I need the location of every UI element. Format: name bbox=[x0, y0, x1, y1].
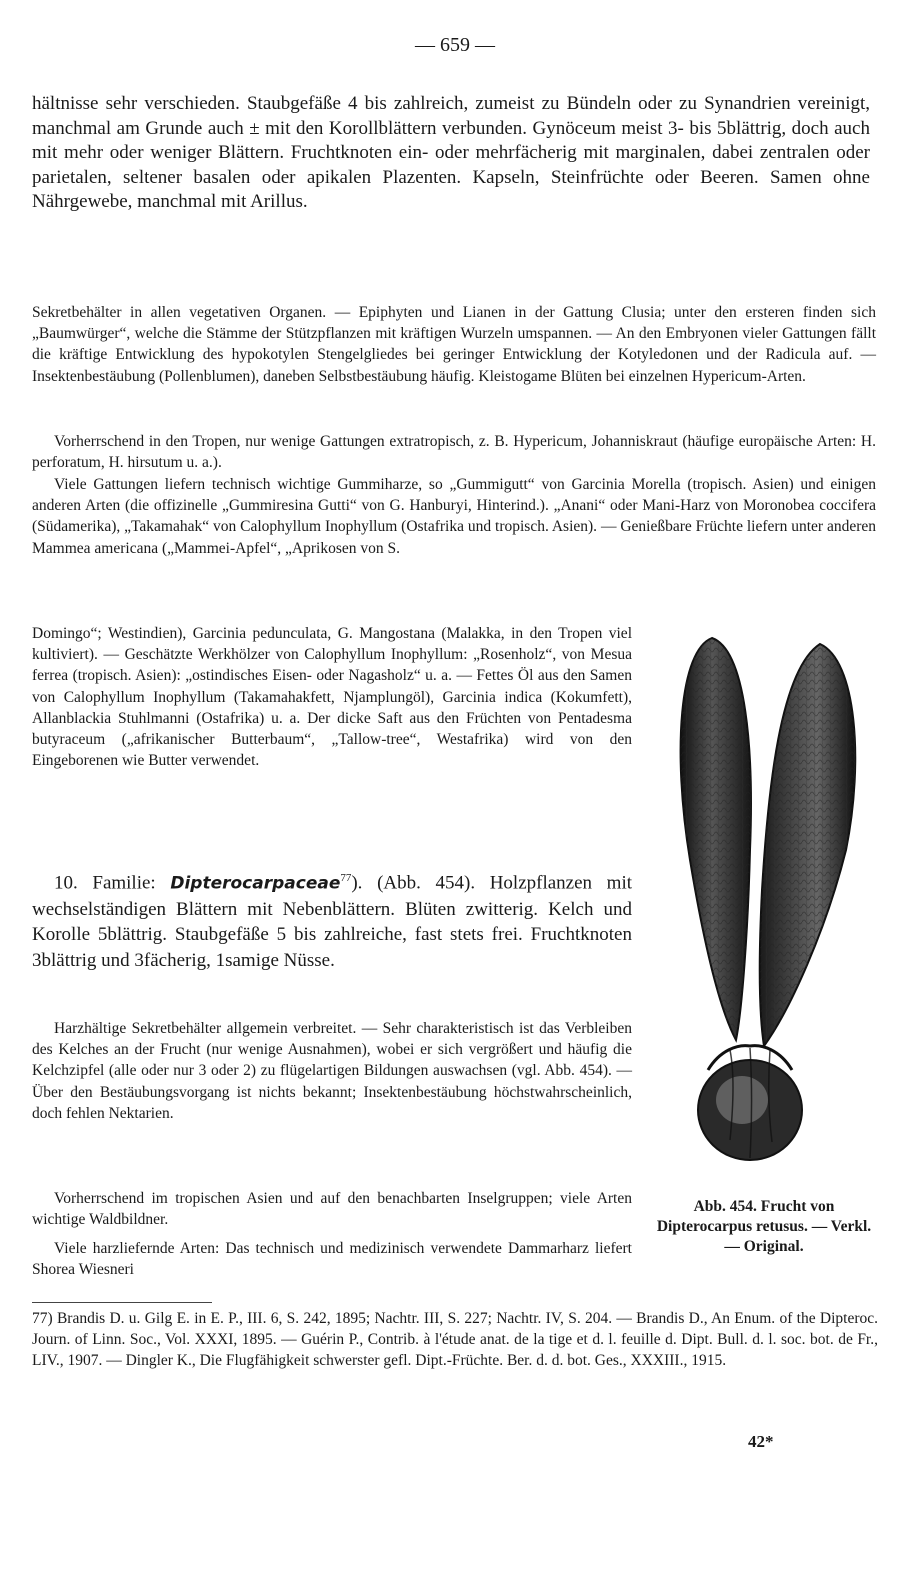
resin-container-text: Harzhältige Sekretbehälter allgemein verbreitet. — Sehr charakteristisch ist das Verbleiben des Kelches an der Frucht (nur wenige Ausnahmen), wobei er sich vergrößert und häufig die Kelchzipfel (alle oder nur 3 oder 2) zu flügelartigen Bildungen auswachsen (vgl. Abb. 454). — Über den Bestäubungsvorgang ist nichts bekannt; Insektenbestäubung höchstwahrscheinlich, doch fehlen Nektarien. bbox=[32, 1020, 632, 1122]
asia-distribution-paragraph bbox=[32, 1188, 632, 1230]
family-heading-paragraph bbox=[32, 866, 632, 973]
resin-paragraph-continued bbox=[32, 623, 632, 771]
fruit-drawing bbox=[650, 630, 890, 1190]
resin-container-paragraph bbox=[32, 1018, 632, 1124]
dammar-text: Viele harzliefernde Arten: Das technisch und medizinisch verwendete Dammarharz liefert Shorea Wiesneri bbox=[32, 1240, 632, 1279]
footnote bbox=[32, 1308, 878, 1372]
family-text-wrapper bbox=[32, 866, 632, 973]
secretion-text: Sekretbehälter in allen vegetativen Organen. — Epiphyten und Lianen in der Gattung Clusia; unter den ersteren finden sich „Baumwürger“, welche die Stämme der Stützpflanzen mit kräftigen Wurzeln umspannen. — An den Embryonen vieler Gattungen fällt die kräftige Entwicklung des hypokotylen Stengelgliedes bei geringer Entwicklung der Kotyledonen und der Radicula auf. — Insektenbestäubung (Pollenblumen), daneben Selbstbestäubung häufig. Kleistogame Blüten bei einzelnen Hypericum-Arten. bbox=[32, 304, 876, 385]
family-prefix: 10. Familie: bbox=[54, 872, 171, 894]
distribution-paragraph bbox=[32, 431, 876, 473]
footnote-rule bbox=[32, 1302, 212, 1303]
footnote-text: 77) Brandis D. u. Gilg E. in E. P., III. 6, S. 242, 1895; Nachtr. III, S. 227; Nachtr. IV, S. 204. — Brandis D., An Enum. of the Dipteroc. Journ. of Linn. Soc., Vol. XXXI, 1895. — Guérin P., Contrib. à l'étude anat. de la tige et d. l. feuille d. Dipt. Bull. d. l. soc. bot. de Fr., LIV., 1907. — Dingler K., Die Flugfähigkeit schwerster gefl. Dipt.-Früchte. Ber. d. d. bot. Ges., XXXIII., 1915. bbox=[32, 1310, 878, 1370]
page-number: — 659 — bbox=[415, 34, 495, 56]
family-description: ). (Abb. 454). Holzpflanzen mit wechselständigen Blättern mit Nebenblättern. Blüten zwitterig. Kelch und Korolle 5blättrig. Staubgefäße 5 bis zahlreiche, fast stets frei. Fruchtknoten 3blättrig und 3fächerig, 1samige Nüsse. bbox=[32, 872, 632, 971]
resin-paragraph bbox=[32, 474, 876, 559]
distribution-text: Vorherrschend in den Tropen, nur wenige Gattungen extratropisch, z. B. Hypericum, Johanniskraut (häufige europäische Arten: H. perforatum, H. hirsutum u. a.). bbox=[32, 433, 876, 472]
signature-mark: 42* bbox=[748, 1432, 774, 1451]
family-name: Dipterocarpaceae bbox=[170, 873, 341, 894]
secretion-paragraph bbox=[32, 302, 876, 387]
figure-caption: Abb. 454. Frucht von Dipterocarpus retusus. — Verkl. — Original. bbox=[656, 1198, 872, 1255]
resin-text: Viele Gattungen liefern technisch wichtige Gummiharze, so „Gummigutt“ von Garcinia Morella (tropisch. Asien) und einigen anderen Arten (die offizinelle „Gummiresina Gutti“ von G. Hanburyi, Hinterind.). „Anani“ oder Mani-Harz von Moronobea coccifera (Südamerika), „Takamahak“ von Calophyllum Inophyllum (Ostafrika und tropisch. Asien). — Genießbare Früchte liefern unter anderen Mammea americana („Mammei-Apfel“, „Aprikosen von S. bbox=[32, 476, 876, 557]
intro-paragraph bbox=[32, 92, 870, 215]
asia-distribution-text: Vorherrschend im tropischen Asien und auf den benachbarten Inselgruppen; viele Arten wichtige Waldbildner. bbox=[32, 1190, 632, 1229]
fruit-illustration bbox=[650, 630, 890, 1190]
family-footnote-ref: 77 bbox=[340, 872, 352, 884]
intro-text: hältnisse sehr verschieden. Staubgefäße 4 bis zahlreich, zumeist zu Bündeln oder zu Synandrien vereinigt, manchmal am Grunde auch ± mit den Korollblättern verbunden. Gynöceum meist 3- bis 5blättrig, doch auch mit mehr oder weniger Blättern. Fruchtknoten ein- oder mehrfächerig mit marginalen, dabei zentralen oder parietalen, seltener basalen oder apikalen Plazenten. Kapseln, Steinfrüchte oder Beeren. Samen ohne Nährgewebe, manchmal mit Arillus. bbox=[32, 93, 870, 213]
dammar-paragraph bbox=[32, 1238, 632, 1280]
resin-text-continued: Domingo“; Westindien), Garcinia pedunculata, G. Mangostana (Malakka, in den Tropen viel kultiviert). — Geschätzte Werkhölzer von Calophyllum Inophyllum: „Rosenholz“, von Mesua ferrea (tropisch. Asien): „ostindisches Eisen- oder Nagasholz“ u. a. — Fettes Öl aus den Samen von Calophyllum Inophyllum (Takamahakfett, Njamplungöl), Garcinia indica (Kokumfett), Allanblackia Stuhlmanni (Ostafrika) u. a. Der dicke Saft aus den Früchten von Pentadesma butyraceum („afrikanischer Butterbaum“, „Tallow-tree“, Westafrika) wird von den Eingeborenen wie Butter verwendet. bbox=[32, 625, 632, 770]
